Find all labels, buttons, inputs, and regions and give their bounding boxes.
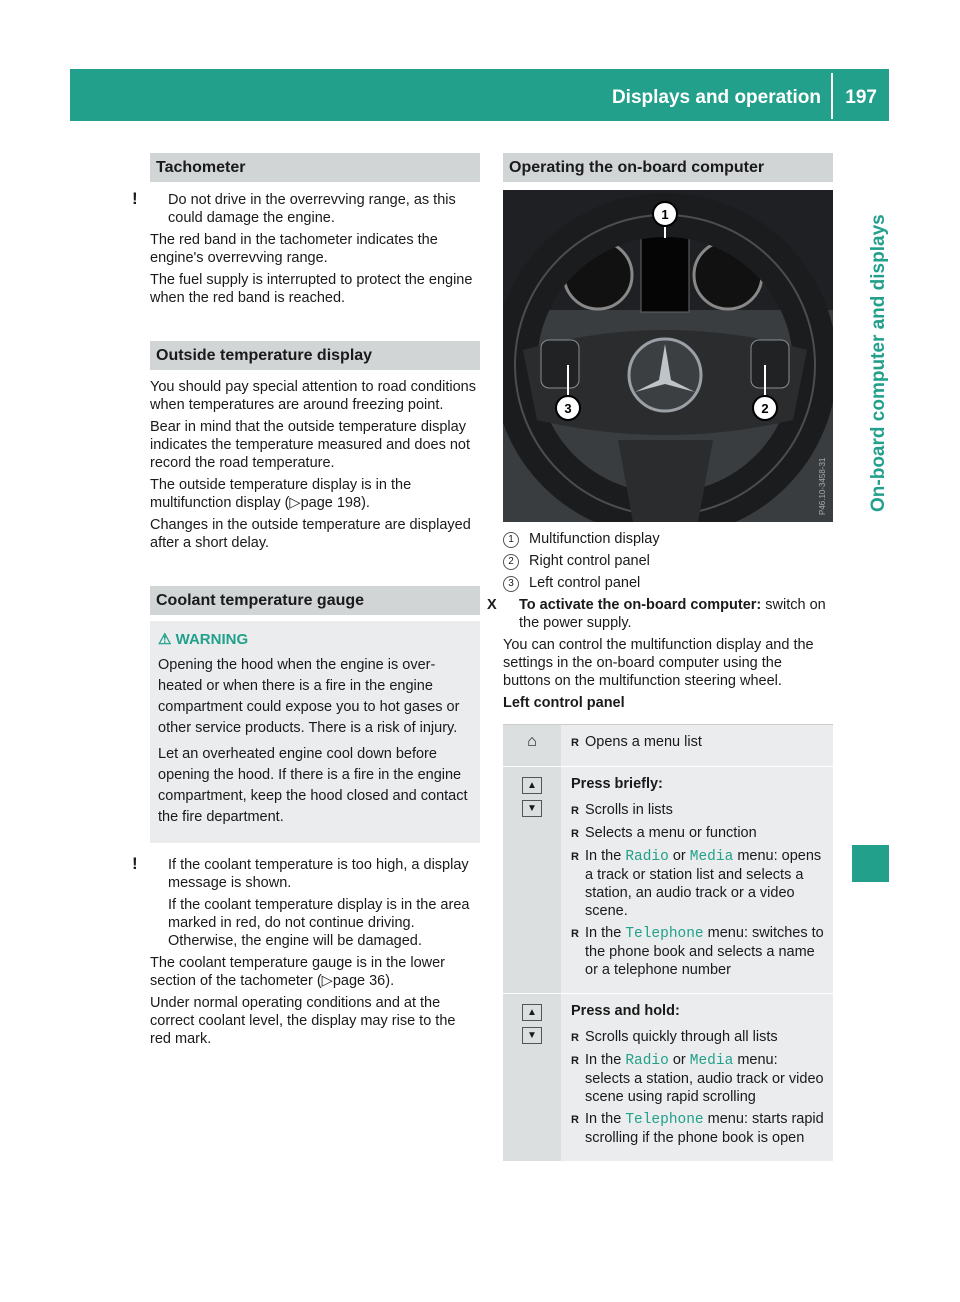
activate-step: X To activate the on-board computer: switch on the power supply.: [487, 597, 826, 631]
outside-temp-heading: Outside temperature display: [150, 341, 480, 370]
scroll-buttons-cell: [503, 767, 561, 993]
coolant-para-1: The coolant temperature gauge is in the lower section of the tachometer (▷page 36).: [150, 955, 446, 989]
outside-temp-para-4: Changes in the outside temperature are displayed after a short delay.: [150, 517, 471, 551]
page-ref-icon: ▷: [289, 495, 301, 511]
step-arrow-icon: X: [487, 597, 497, 613]
steering-wheel-image: [503, 190, 833, 522]
warning-para-1: Opening the hood when the engine is over-heated or when there is a fire in the engine compartment could expose you to hot gases or other service products. There is a risk of injury.: [158, 657, 460, 736]
side-tab-marker: [852, 845, 889, 882]
coolant-note-1: ! If the coolant temperature is too high, a display message is shown.: [132, 854, 469, 891]
table-row: [503, 725, 833, 767]
warning-mark-icon: !: [132, 189, 138, 208]
onboard-heading: Operating the on-board computer: [503, 153, 833, 182]
image-legend: [503, 530, 833, 592]
header-title: Displays and operation: [611, 87, 821, 108]
callout-1-label: 1: [661, 207, 669, 222]
callout-3-label: 3: [564, 401, 572, 416]
page-number: 197: [845, 87, 877, 108]
steering-wheel-illustration: [503, 190, 833, 522]
legend-item: 3 Left control panel: [503, 574, 833, 592]
up-arrow-icon: ▲: [522, 777, 542, 794]
image-code: P46.10-3458-31: [818, 457, 827, 515]
table-cell: Press and hold: R Scrolls quickly through all lists R In the Radio or Media menu: selects a station, audio track or video scene using rapid scrolling R In the Telephone menu: starts rapid scrolling if the phone book is open: [561, 994, 833, 1161]
callout-2-label: 2: [761, 401, 769, 416]
tachometer-para-1: The red band in the tachometer indicates the engine's overrevving range.: [150, 232, 438, 266]
tachometer-note: ! Do not drive in the overrevving range, as this could damage the engine.: [132, 189, 456, 226]
tachometer-para-2: The fuel supply is interrupted to protect the engine when the red band is reached.: [150, 272, 473, 306]
header-divider: [831, 73, 833, 119]
left-column: [132, 153, 480, 1052]
warning-mark-icon: !: [132, 854, 138, 873]
page-header: [70, 69, 889, 121]
outside-temp-para-1: You should pay special attention to road conditions when temperatures are around freezing point.: [150, 379, 476, 413]
table-row: [503, 767, 833, 994]
warning-para-2: Let an overheated engine cool down before opening the hood. If there is a fire in the engine compartment, keep the hood closed and contact the fire department.: [158, 746, 468, 825]
legend-item: 2 Right control panel: [503, 552, 833, 570]
onboard-intro: You can control the multifunction display and the settings in the on-board computer using the buttons on the multifunction steering wheel.: [503, 637, 814, 689]
page-ref-icon: ▷: [321, 973, 333, 989]
coolant-para-2: Under normal operating conditions and at the correct coolant level, the display may rise to the red mark.: [150, 995, 456, 1047]
coolant-note-2: If the coolant temperature display is in the area marked in red, do not continue driving. Otherwise, the engine will be damaged.: [168, 897, 470, 949]
down-arrow-icon: ▼: [522, 800, 542, 817]
warning-title: ⚠ WARNING: [158, 631, 249, 648]
scroll-buttons-cell: [503, 994, 561, 1161]
legend-item: 1 Multifunction display: [503, 530, 833, 548]
tachometer-heading: Tachometer: [150, 153, 480, 182]
up-arrow-icon: ▲: [522, 1004, 542, 1021]
coolant-heading: Coolant temperature gauge: [150, 586, 480, 615]
table-cell: R Opens a menu list: [561, 725, 833, 766]
controls-table: [503, 724, 833, 1162]
side-tab-label: On-board computer and displays: [868, 214, 889, 512]
coolant-warning-box: [150, 621, 480, 843]
page-reference-link[interactable]: page 36: [332, 973, 386, 989]
down-arrow-icon: ▼: [522, 1027, 542, 1044]
page-reference-link[interactable]: page 198: [300, 495, 362, 511]
home-icon: ⌂: [503, 725, 561, 766]
outside-temp-para-3: The outside temperature display is in the multifunction display (▷page 198).: [150, 477, 412, 511]
right-column: [487, 153, 833, 1162]
left-panel-heading: Left control panel: [503, 695, 625, 711]
warning-triangle-icon: ⚠: [158, 631, 172, 648]
outside-temp-para-2: Bear in mind that the outside temperature display indicates the temperature measured and does not record the road temperature.: [150, 419, 471, 471]
table-row: [503, 994, 833, 1162]
table-cell: Press briefly: R Scrolls in lists R Selects a menu or function R In the Radio or Media menu: opens a track or station list and selects a station, an audio track or a video scene. R In the Telephone menu: switches to the phone book and selects a name or a telephone number: [561, 767, 833, 993]
